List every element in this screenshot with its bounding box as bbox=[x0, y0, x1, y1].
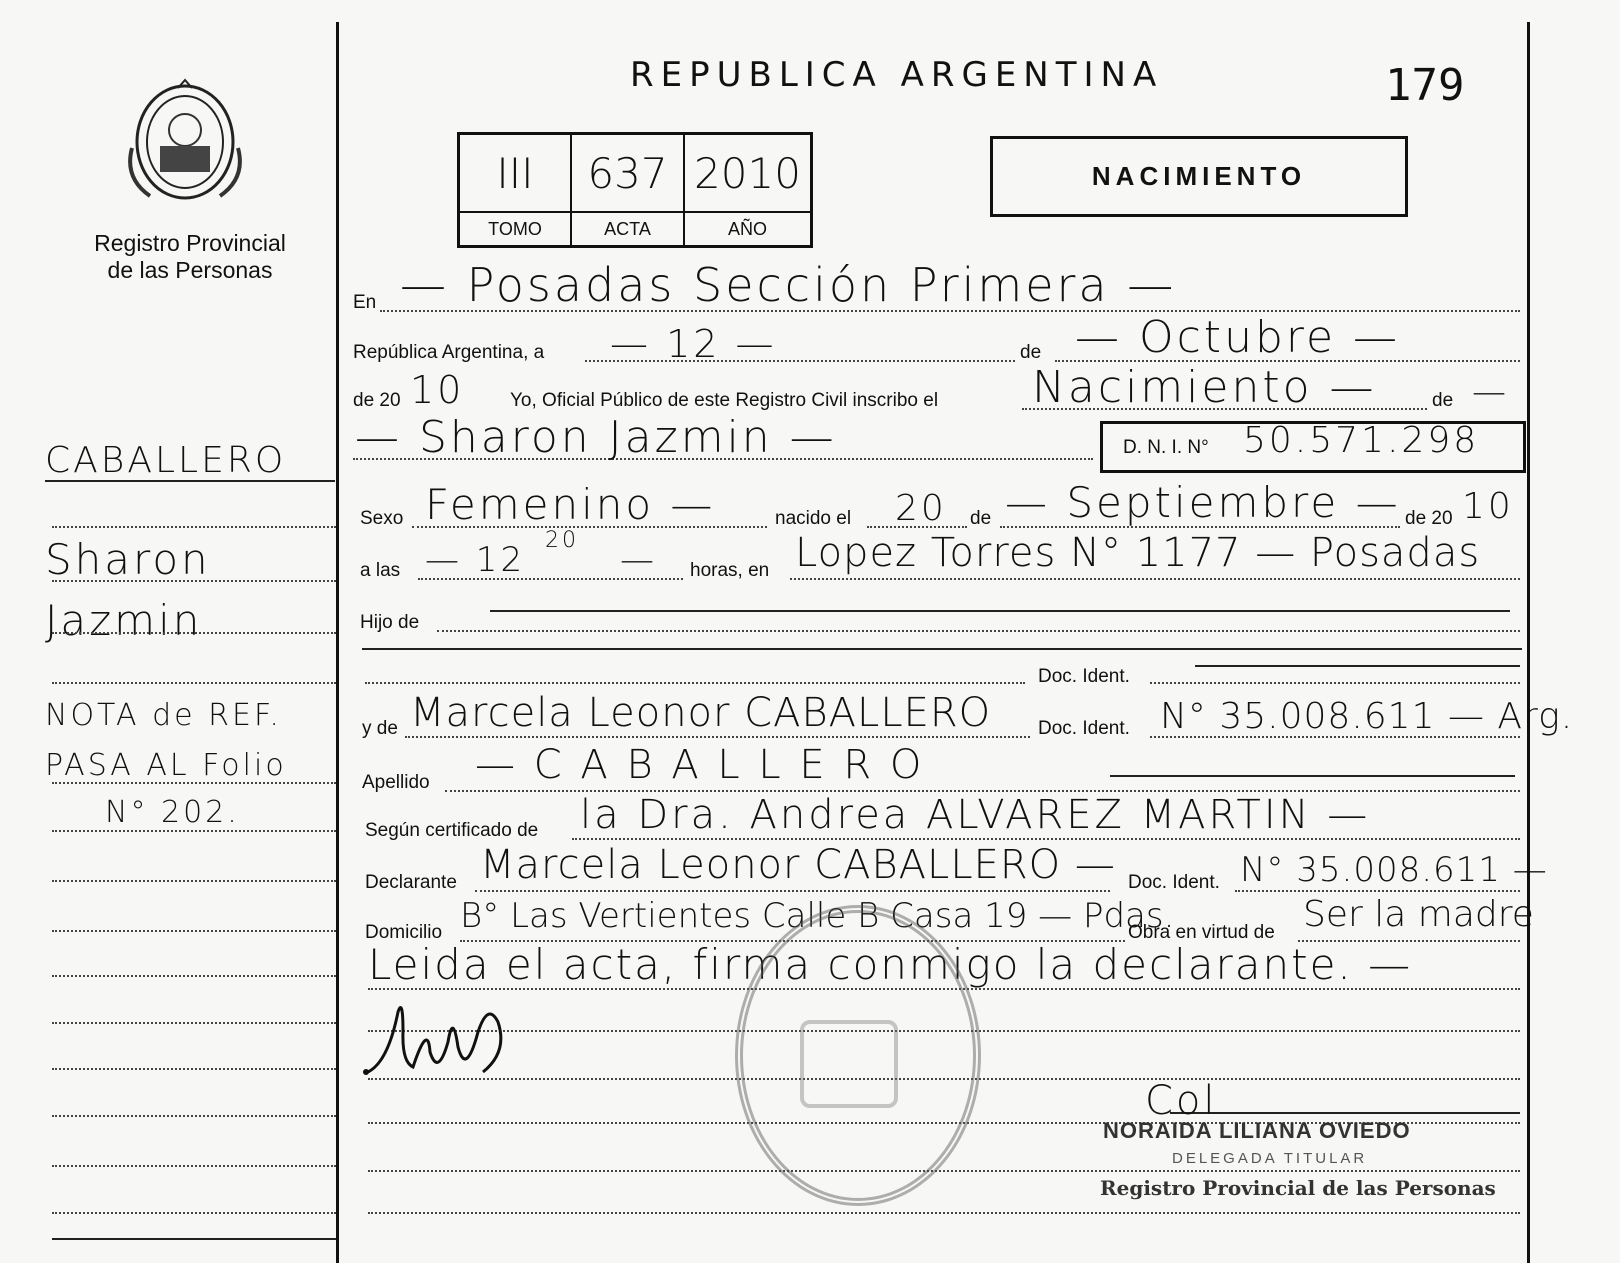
alas-label: a las bbox=[360, 560, 401, 581]
acta-label: ACTA bbox=[572, 213, 685, 245]
apellido-label: Apellido bbox=[362, 772, 430, 793]
left-surname: CABALLERO bbox=[45, 440, 287, 481]
official-org: Registro Provincial de las Personas bbox=[1100, 1176, 1496, 1200]
de-label: de bbox=[1020, 342, 1042, 363]
declarante-doc-value: N° 35.008.611 — bbox=[1240, 850, 1548, 890]
name-value: — Sharon Jazmin — bbox=[355, 412, 837, 463]
left-dotted-line bbox=[52, 526, 336, 528]
father-doc-strike-line bbox=[1195, 665, 1520, 667]
tomo-label: TOMO bbox=[460, 213, 572, 245]
left-dotted-line bbox=[52, 1165, 336, 1167]
inscribe-value: Nacimiento — bbox=[1032, 362, 1377, 413]
left-note-line1: NOTA de REF. bbox=[45, 698, 282, 733]
mother-dotted-line bbox=[405, 736, 1030, 738]
mother-doc-value: N° 35.008.611 — Arg. bbox=[1160, 696, 1574, 737]
minute-value: 20 bbox=[545, 528, 579, 553]
left-dotted-line bbox=[52, 632, 336, 634]
declarante-value: Marcela Leonor CABALLERO — bbox=[480, 842, 1116, 888]
right-border bbox=[1527, 22, 1530, 1263]
obra-label: Obra en virtud de bbox=[1128, 922, 1275, 943]
de2-label: de bbox=[1432, 390, 1454, 411]
segun-dotted-line bbox=[572, 838, 1520, 840]
father-strike-line bbox=[362, 648, 1522, 650]
de3-label: de bbox=[970, 508, 992, 529]
blank-dotted-line bbox=[368, 1212, 1520, 1214]
left-note-line2: PASA AL Folio bbox=[45, 748, 287, 783]
left-dotted-line bbox=[52, 975, 336, 977]
blank-dotted-line bbox=[368, 1170, 1520, 1172]
document-type-box: NACIMIENTO bbox=[990, 136, 1408, 217]
left-dotted-line bbox=[52, 1115, 336, 1117]
year-prefix-label: de 20 bbox=[353, 390, 401, 411]
declarante-doc-label: Doc. Ident. bbox=[1128, 872, 1220, 893]
registry-line1: Registro Provincial bbox=[94, 230, 286, 256]
de20-label: de 20 bbox=[1405, 508, 1453, 529]
republica-label: República Argentina, a bbox=[353, 342, 545, 363]
left-dotted-line bbox=[52, 580, 336, 582]
hour-value: — 12 bbox=[425, 540, 526, 580]
yo-label: Yo, Oficial Público de este Registro Civil inscribo el bbox=[510, 390, 939, 411]
folio-number: 179 bbox=[1385, 60, 1465, 111]
official-stamp-emblem bbox=[800, 1020, 898, 1108]
father-doc-label: Doc. Ident. bbox=[1038, 666, 1130, 687]
left-column-divider bbox=[336, 22, 339, 1263]
left-bottom-rule bbox=[52, 1238, 336, 1240]
birth-month-value: — Septiembre — bbox=[1005, 478, 1401, 527]
declarant-signature-mark bbox=[358, 992, 518, 1087]
acta-value: 637 bbox=[572, 135, 685, 213]
leida-value: Leida el acta, firma conmigo la declarante. — bbox=[368, 940, 1413, 989]
left-note-line3: N° 202. bbox=[105, 795, 240, 830]
de2-dash: — bbox=[1472, 372, 1509, 412]
birth-day-value: 20 bbox=[895, 488, 947, 529]
anio-value: 2010 bbox=[685, 135, 810, 213]
left-dotted-line bbox=[52, 1022, 336, 1024]
left-dotted-line bbox=[52, 1068, 336, 1070]
mother-doc-label: Doc. Ident. bbox=[1038, 718, 1130, 739]
domicilio-label: Domicilio bbox=[365, 922, 443, 943]
left-dotted-line bbox=[52, 1212, 336, 1214]
apellido-strike-line bbox=[1110, 775, 1515, 777]
left-dotted-line bbox=[52, 830, 336, 832]
declarante-dotted-line bbox=[475, 890, 1110, 892]
left-dotted-line bbox=[52, 880, 336, 882]
segun-value: la Dra. Andrea ALVAREZ MARTIN — bbox=[580, 792, 1371, 838]
segun-label: Según certificado de bbox=[365, 820, 539, 841]
declarante-label: Declarante bbox=[365, 872, 457, 893]
provincial-seal-icon bbox=[120, 78, 250, 206]
left-given-name-2: Jazmin bbox=[45, 596, 203, 645]
left-dotted-line bbox=[52, 782, 336, 784]
hour-dash: — bbox=[620, 540, 657, 580]
en-value: — Posadas Sección Primera — bbox=[400, 258, 1177, 312]
en-label: En bbox=[353, 292, 377, 313]
place-value: Lopez Torres N° 1177 — Posadas bbox=[795, 530, 1481, 576]
father-strike-line bbox=[490, 610, 1510, 612]
registry-line2: de las Personas bbox=[107, 257, 273, 283]
official-initials: Col bbox=[1145, 1078, 1218, 1124]
official-signature-line bbox=[1170, 1112, 1520, 1114]
acta-table bbox=[457, 132, 813, 248]
left-given-name-1: Sharon bbox=[45, 535, 211, 584]
sexo-label: Sexo bbox=[360, 508, 404, 529]
declarante-doc-dotted-line bbox=[1235, 890, 1520, 892]
horas-label: horas, en bbox=[690, 560, 770, 581]
sexo-value: Femenino — bbox=[425, 480, 716, 529]
place-dotted-line bbox=[790, 578, 1520, 580]
left-dotted-line bbox=[52, 930, 336, 932]
yde-label: y de bbox=[362, 718, 398, 739]
day-value: — 12 — bbox=[610, 322, 777, 366]
dni-value: 50.571.298 bbox=[1243, 420, 1480, 461]
official-name: NORAIDA LILIANA OVIEDO bbox=[1103, 1118, 1411, 1143]
dni-box bbox=[1100, 421, 1526, 473]
father-dotted-line bbox=[437, 630, 1520, 632]
nacido-label: nacido el bbox=[775, 508, 852, 529]
registry-name bbox=[60, 230, 320, 284]
year-value: 10 bbox=[410, 368, 465, 412]
domicilio-value: B° Las Vertientes Calle B Casa 19 — Pdas. bbox=[460, 896, 1175, 936]
month-value: — Octubre — bbox=[1075, 312, 1401, 363]
hijo-label: Hijo de bbox=[360, 612, 420, 633]
apellido-value: — C A B A L L E R O bbox=[475, 742, 925, 788]
left-dotted-line bbox=[52, 682, 336, 684]
father-doc-dotted-line bbox=[365, 682, 1025, 684]
mother-value: Marcela Leonor CABALLERO bbox=[410, 690, 992, 736]
anio-label: AÑO bbox=[727, 218, 767, 239]
tomo-value: III bbox=[460, 135, 572, 213]
father-doc-dotted-line bbox=[1150, 682, 1520, 684]
country-title: REPUBLICA ARGENTINA bbox=[630, 55, 1164, 95]
obra-value: Ser la madre bbox=[1303, 894, 1534, 935]
dni-label: D. N. I. N° bbox=[1123, 437, 1209, 458]
birth-year-value: 10 bbox=[1462, 486, 1514, 527]
official-title: DELEGADA TITULAR bbox=[1172, 1150, 1368, 1167]
left-underline bbox=[45, 480, 335, 482]
